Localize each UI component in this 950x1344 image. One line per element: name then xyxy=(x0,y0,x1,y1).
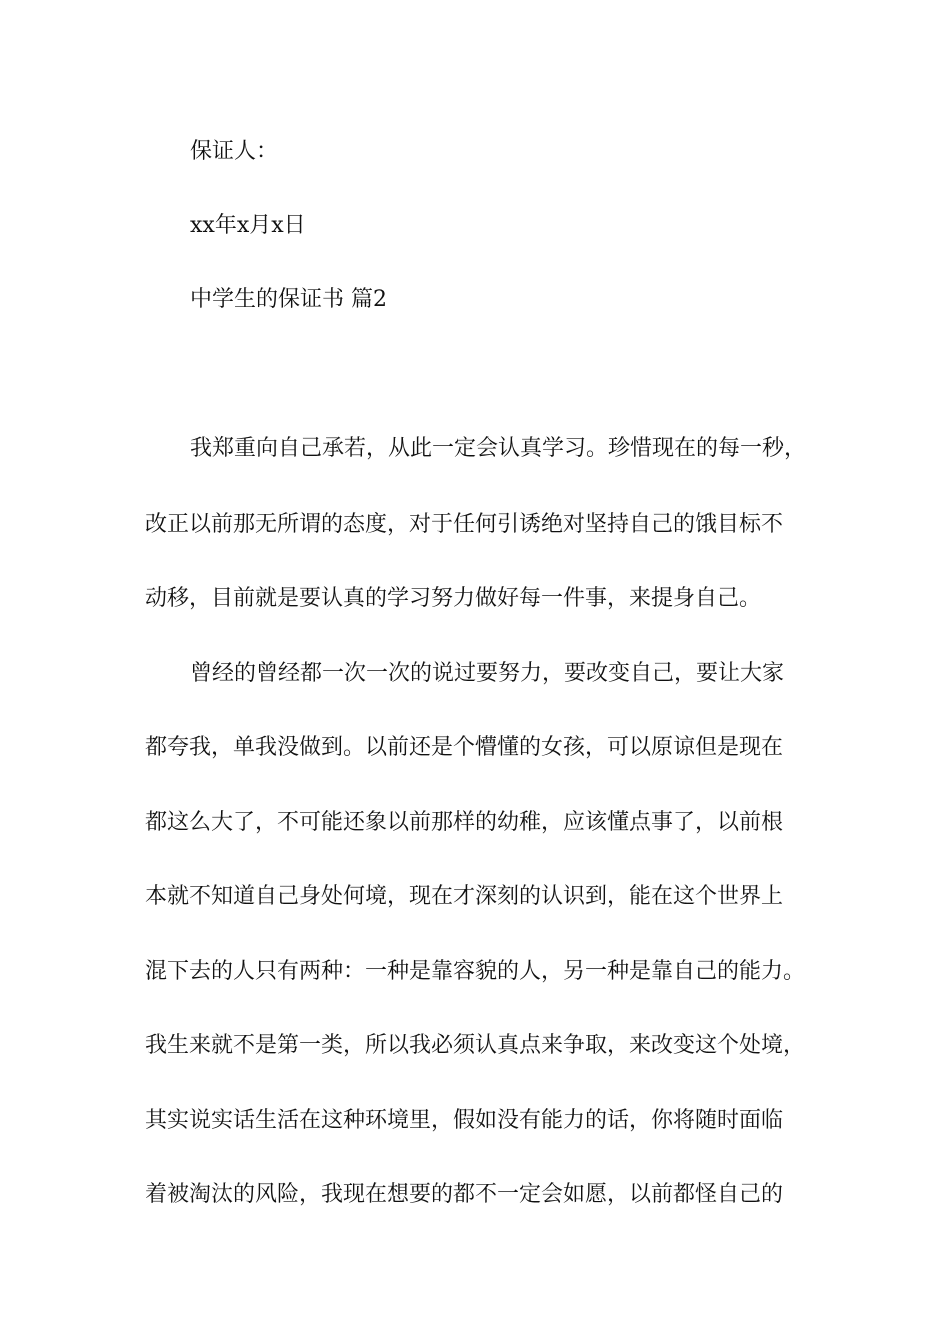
paragraph-line: 我生来就不是第一类，所以我必须认真点来争取，来改变这个处境， xyxy=(145,1033,806,1058)
paragraph-line: 我郑重向自己承若，从此一定会认真学习。珍惜现在的每一秒， xyxy=(190,436,807,461)
paragraph-line: 动移，目前就是要认真的学习努力做好每一件事，来提身自己。 xyxy=(145,586,762,611)
signature-label: 保证人： xyxy=(190,139,279,164)
paragraph-line: 着被淘汰的风险，我现在想要的都不一定会如愿，以前都怪自己的 xyxy=(145,1182,784,1207)
paragraph-line: 混下去的人只有两种：一种是靠容貌的人，另一种是靠自己的能力。 xyxy=(145,959,806,984)
paragraph-line: 改正以前那无所谓的态度，对于任何引诱绝对坚持自己的饿目标不 xyxy=(145,512,784,537)
paragraph-line: 曾经的曾经都一次一次的说过要努力，要改变自己，要让大家 xyxy=(190,661,785,686)
paragraph-line: 都夸我，单我没做到。以前还是个懵懂的女孩，可以原谅但是现在 xyxy=(145,735,784,760)
paragraph-line: 其实说实话生活在这种环境里，假如没有能力的话，你将随时面临 xyxy=(145,1108,784,1133)
section-heading: 中学生的保证书 篇2 xyxy=(190,287,387,312)
paragraph-line: 都这么大了，不可能还象以前那样的幼稚，应该懂点事了，以前根 xyxy=(145,810,784,835)
paragraph-line: 本就不知道自己身处何境，现在才深刻的认识到，能在这个世界上 xyxy=(145,884,784,909)
date-line: xx年x月x日 xyxy=(190,213,306,238)
